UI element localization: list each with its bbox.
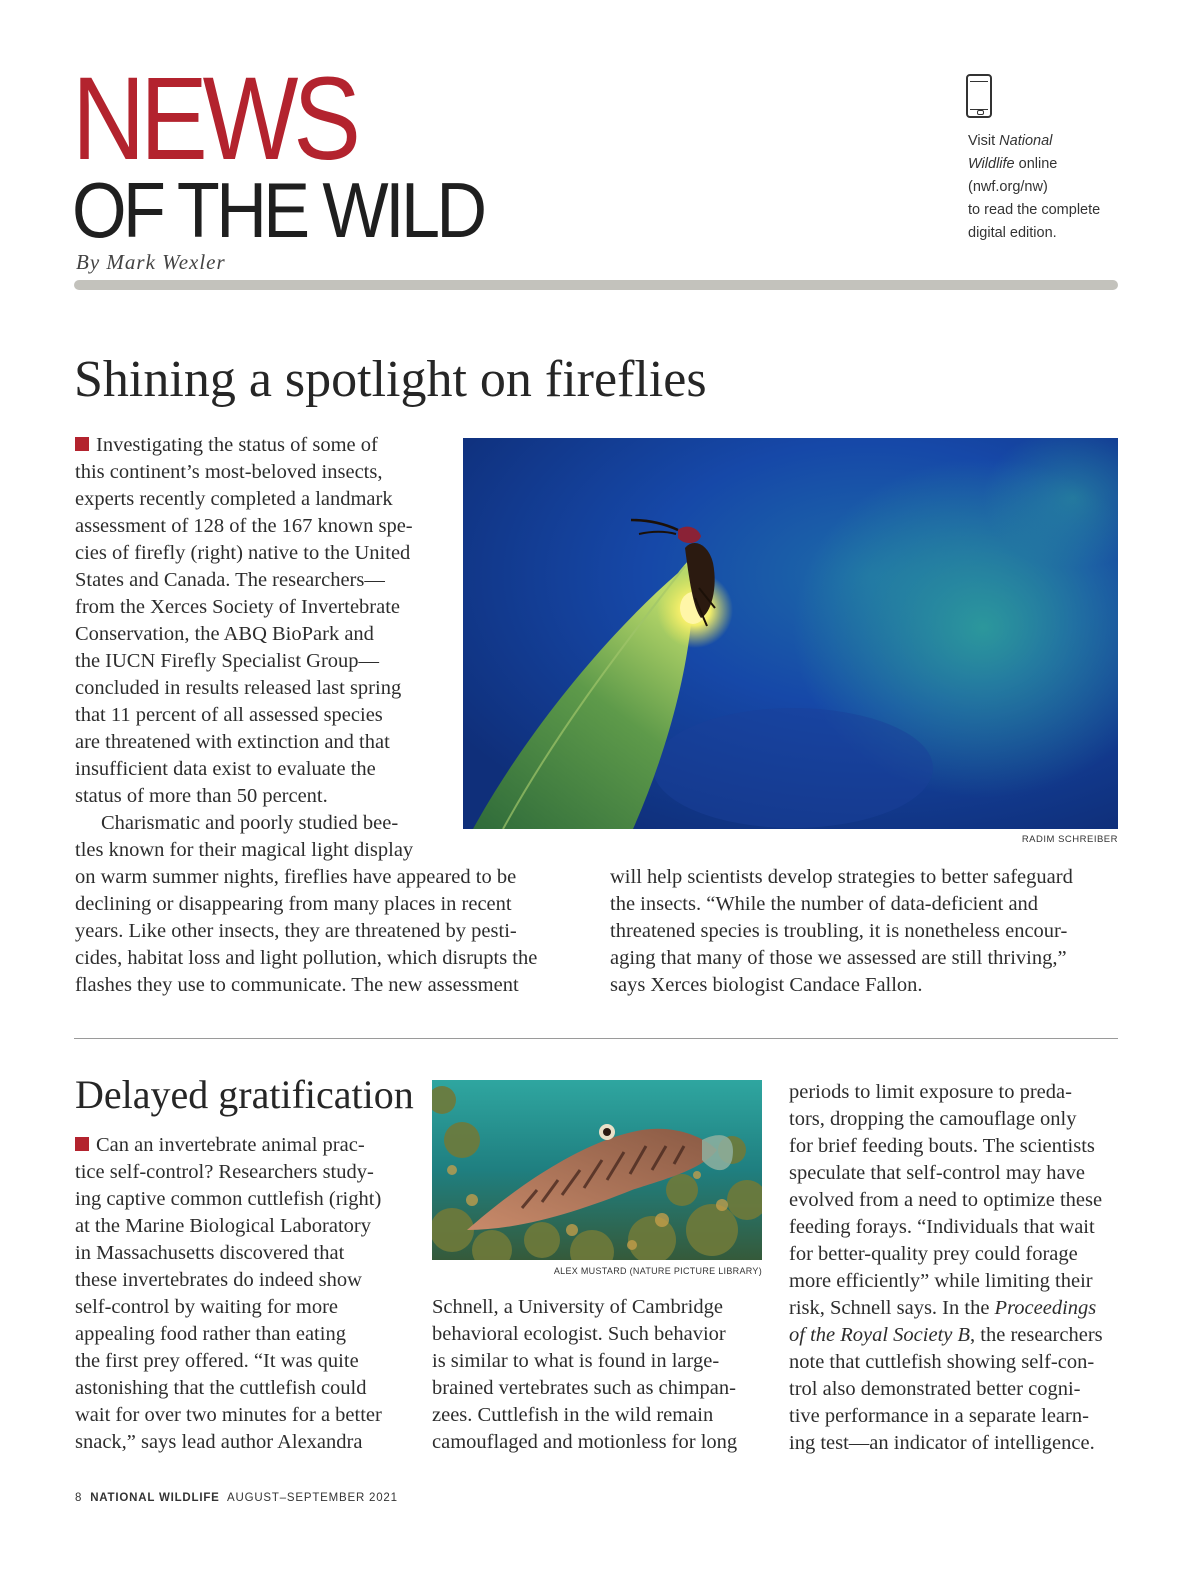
text-line: self-control by waiting for more <box>75 1296 339 1318</box>
page-footer <box>75 1492 398 1504</box>
text-line: years. Like other insects, they are threatened by pesti- <box>75 920 517 942</box>
text-line: zees. Cuttlefish in the wild remain <box>432 1404 714 1426</box>
text-line: insufficient data exist to evaluate the <box>75 758 376 780</box>
text-line: tles known for their magical light display <box>75 839 414 861</box>
text-line: Charismatic and poorly studied bee- <box>101 812 399 834</box>
text-line: at the Marine Biological Laboratory <box>75 1215 372 1237</box>
masthead-of-the-wild: OF THE WILD <box>72 166 484 254</box>
section-marker-icon <box>75 437 89 451</box>
text-line: the insects. “While the number of data-deficient and <box>610 893 1039 915</box>
article2-column-2 <box>432 1294 772 1456</box>
text-line: are threatened with extinction and that <box>75 731 390 753</box>
article-headline-cuttlefish: Delayed gratification <box>75 1072 414 1117</box>
photo-credit-cuttlefish: ALEX MUSTARD (NATURE PICTURE LIBRARY) <box>553 1266 762 1276</box>
text-line: tice self-control? Researchers study- <box>75 1161 374 1183</box>
text-line: threatened species is troubling, it is nonetheless encour- <box>610 920 1068 942</box>
text-line: experts recently completed a landmark <box>75 488 393 510</box>
page-number: 8 <box>75 1492 83 1504</box>
text-line: wait for over two minutes for a better <box>75 1404 382 1426</box>
section-marker-icon <box>75 1137 89 1151</box>
text-line: concluded in results released last spring <box>75 677 402 699</box>
text-line: snack,” says lead author Alexandra <box>75 1431 363 1453</box>
text-line: the first prey offered. “It was quite <box>75 1350 359 1372</box>
text-line: astonishing that the cuttlefish could <box>75 1377 367 1399</box>
issue-date: AUGUST–SEPTEMBER 2021 <box>227 1492 398 1504</box>
text-line: aging that many of those we assessed are still thriving,” <box>610 947 1067 969</box>
masthead-divider <box>74 280 1118 290</box>
article1-paragraph-1 <box>75 432 447 810</box>
text-line: that 11 percent of all assessed species <box>75 704 383 726</box>
text-line: ing captive common cuttlefish (right) <box>75 1188 382 1210</box>
article2-column-3: periods to limit exposure to preda- tors, dropping the camouflage only for brief feeding bouts. The scientists speculate that self-control may have evolved from a need to optimize these feeding forays. “Individuals that wait for better-quality prey could forage more efficiently” while limiting their risk, Schnell says. In the Proceedings of the Royal Society B, the researchers note that cuttlefish showing self-con- trol also demonstrated better cogni- tive performance in a separate learn- ing test—an indicator of intelligence. <box>789 1079 1129 1457</box>
text-line: behavioral ecologist. Such behavior <box>432 1323 726 1345</box>
text-line: Can an invertebrate animal prac- <box>75 1132 415 1159</box>
text-line: the IUCN Firefly Specialist Group— <box>75 650 380 672</box>
text-line: more efficiently” while limiting their <box>789 1270 1093 1292</box>
text-line: from the Xerces Society of Invertebrate <box>75 596 401 618</box>
text-line: periods to limit exposure to preda- <box>789 1081 1072 1103</box>
text-line: ing test—an indicator of intelligence. <box>789 1432 1095 1454</box>
text-line: feeding forays. “Individuals that wait <box>789 1216 1095 1238</box>
photo-credit-firefly: RADIM SCHREIBER <box>1021 834 1118 845</box>
text-line: note that cuttlefish showing self-con- <box>789 1351 1095 1373</box>
text-line: camouflaged and motionless for long <box>432 1431 738 1453</box>
text-line: flashes they use to communicate. The new assessment <box>75 974 519 996</box>
text-line: States and Canada. The researchers— <box>75 569 385 591</box>
text-line: Conservation, the ABQ BioPark and <box>75 623 374 645</box>
text-line: this continent’s most-beloved insects, <box>75 461 383 483</box>
text-line: brained vertebrates such as chimpan- <box>432 1377 736 1399</box>
article1-column-2 <box>610 864 1120 999</box>
article2-column-1 <box>75 1132 415 1456</box>
text-line: these invertebrates do indeed show <box>75 1269 362 1291</box>
digital-edition-note: Visit National Wildlife online (nwf.org/nw) to read the complete digital edition. <box>968 133 1101 241</box>
text-line: cides, habitat loss and light pollution, which disrupts the <box>75 947 538 969</box>
article1-column-1 <box>75 864 580 999</box>
text-line: tors, dropping the camouflage only <box>789 1108 1077 1130</box>
firefly-photo <box>463 438 1118 829</box>
text-line: speculate that self-control may have <box>789 1162 1085 1184</box>
masthead-news: NEWS <box>72 53 356 185</box>
text-line: is similar to what is found in large- <box>432 1350 720 1372</box>
text-line: on warm summer nights, fireflies have appeared to be <box>75 866 517 888</box>
cuttlefish-photo <box>432 1080 762 1260</box>
magazine-name: NATIONAL WILDLIFE <box>90 1492 220 1504</box>
text-line: declining or disappearing from many places in recent <box>75 893 512 915</box>
text-line: Investigating the status of some of <box>75 432 447 459</box>
article-headline-fireflies: Shining a spotlight on fireflies <box>74 351 707 408</box>
text-line: Schnell, a University of Cambridge <box>432 1296 723 1318</box>
text-line: says Xerces biologist Candace Fallon. <box>610 974 923 996</box>
article1-paragraph-2-start <box>75 810 447 864</box>
text-line: tive performance in a separate learn- <box>789 1405 1089 1427</box>
text-line: evolved from a need to optimize these <box>789 1189 1103 1211</box>
text-line: status of more than 50 percent. <box>75 785 328 807</box>
text-line: assessment of 128 of the 167 known spe- <box>75 515 413 537</box>
byline: By Mark Wexler <box>76 250 226 274</box>
text-line: cies of firefly (right) native to the United <box>75 542 411 564</box>
text-line: in Massachusetts discovered that <box>75 1242 345 1264</box>
text-line: will help scientists develop strategies to better safeguard <box>610 866 1073 888</box>
section-divider <box>74 1038 1118 1039</box>
website-link[interactable]: (nwf.org/nw) <box>968 179 1048 195</box>
text-line: trol also demonstrated better cogni- <box>789 1378 1081 1400</box>
text-line: for better-quality prey could forage <box>789 1243 1078 1265</box>
mobile-phone-icon <box>966 74 992 118</box>
text-line: appealing food rather than eating <box>75 1323 346 1345</box>
text-line: for brief feeding bouts. The scientists <box>789 1135 1095 1157</box>
